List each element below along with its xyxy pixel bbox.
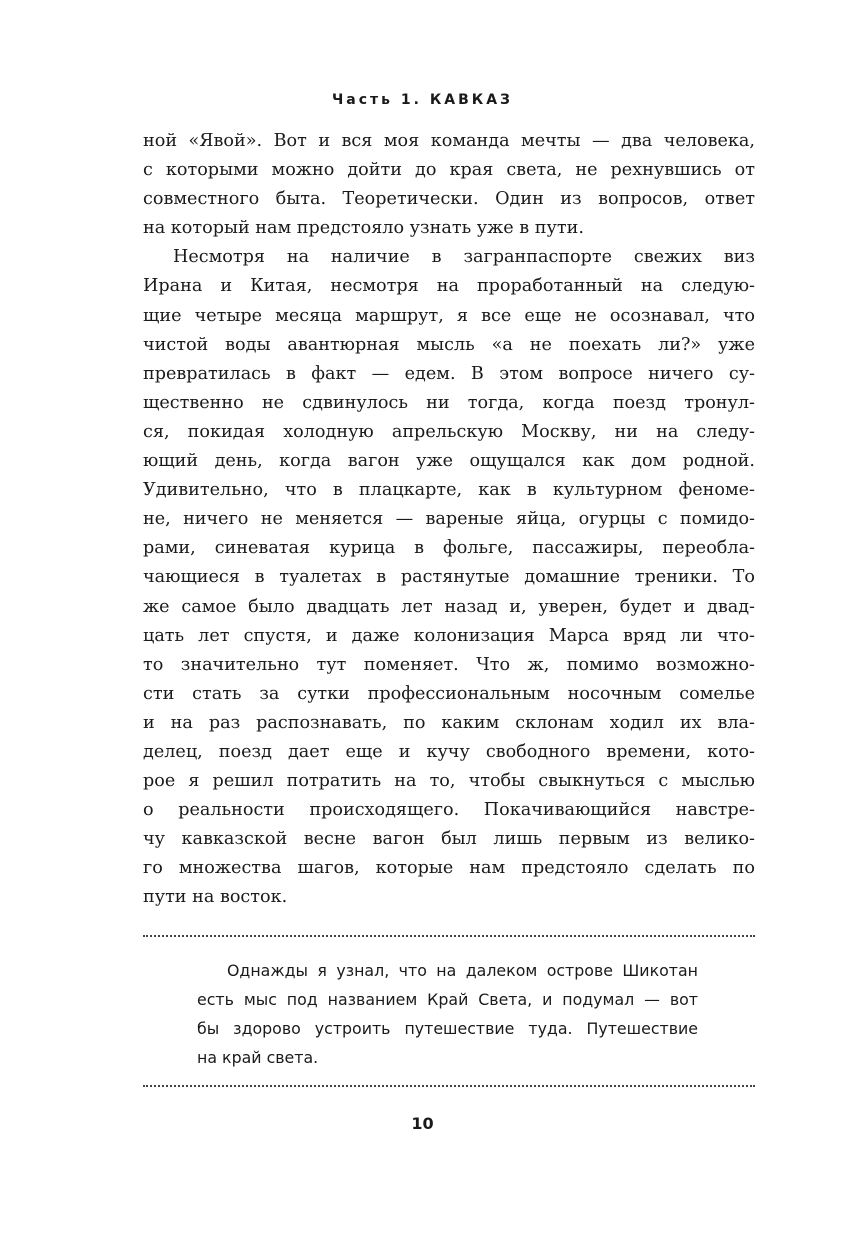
text-line: же самое было двадцать лет назад и, уверен, будет и двад- <box>143 596 755 617</box>
text-line: рами, синеватая курица в фольге, пассажиры, переобла- <box>143 538 755 559</box>
text-line: Удивительно, что в плацкарте, как в культурном феноме- <box>143 480 755 501</box>
running-head: Часть 1. КАВКАЗ <box>331 92 513 108</box>
text-line: чистой воды авантюрная мысль «а не поехать ли?» уже <box>143 334 755 355</box>
text-line: и на раз распознавать, по каким склонам ходил их вла- <box>143 712 755 733</box>
text-line: о реальности происходящего. Покачивающийся навстре- <box>143 800 755 821</box>
text-line: превратилась в факт — едем. В этом вопросе ничего су- <box>143 363 755 384</box>
callout-divider-top <box>143 935 755 937</box>
callout-line: Однажды я узнал, что на далеком острове Шикотан <box>227 961 698 980</box>
text-line: чающиеся в туалетах в растянутые домашние треники. То <box>143 567 755 588</box>
text-line: Несмотря на наличие в загранпаспорте свежих виз <box>173 247 755 268</box>
page-number: 10 <box>411 1114 434 1133</box>
text-line: ющий день, когда вагон уже ощущался как дом родной. <box>143 451 755 472</box>
text-line: с которыми можно дойти до края света, не рехнувшись от <box>143 160 755 181</box>
callout-box <box>197 956 698 1072</box>
text-line: делец, поезд дает еще и кучу свободного времени, кото- <box>143 741 755 762</box>
text-line: ной «Явой». Вот и вся моя команда мечты — два человека, <box>143 131 755 151</box>
callout-line: бы здорово устроить путешествие туда. Путешествие <box>197 1019 698 1038</box>
callout-line: на край света. <box>197 1048 319 1067</box>
main-text <box>143 127 755 913</box>
callout-divider-bottom <box>143 1085 755 1087</box>
text-line: сти стать за сутки профессиональным носочным сомелье <box>143 683 755 704</box>
text-line: щие четыре месяца маршрут, я все еще не осознавал, что <box>143 305 755 326</box>
text-line: то значительно тут поменяет. Что ж, помимо возможно- <box>143 654 755 675</box>
text-line: ся, покидая холодную апрельскую Москву, ни на следу- <box>143 421 755 442</box>
text-line: чу кавказской весне вагон был лишь первым из велико- <box>143 829 755 850</box>
text-line: рое я решил потратить на то, чтобы свыкнуться с мыслью <box>143 771 755 792</box>
text-line: не, ничего не меняется — вареные яйца, огурцы с помидо- <box>143 509 755 530</box>
text-line: Ирана и Китая, несмотря на проработанный на следую- <box>143 276 755 297</box>
text-line: цать лет спустя, и даже колонизация Марса вряд ли что- <box>143 625 755 646</box>
callout-line: есть мыс под названием Край Света, и подумал — вот <box>197 990 698 1009</box>
text-line: совместного быта. Теоретически. Один из вопросов, ответ <box>143 189 755 210</box>
text-line: го множества шагов, которые нам предстояло сделать по <box>143 858 755 879</box>
text-line: на который нам предстояло узнать уже в пути. <box>143 218 584 239</box>
text-line: пути на восток. <box>143 887 288 908</box>
text-line: щественно не сдвинулось ни тогда, когда поезд тронул- <box>143 392 755 413</box>
